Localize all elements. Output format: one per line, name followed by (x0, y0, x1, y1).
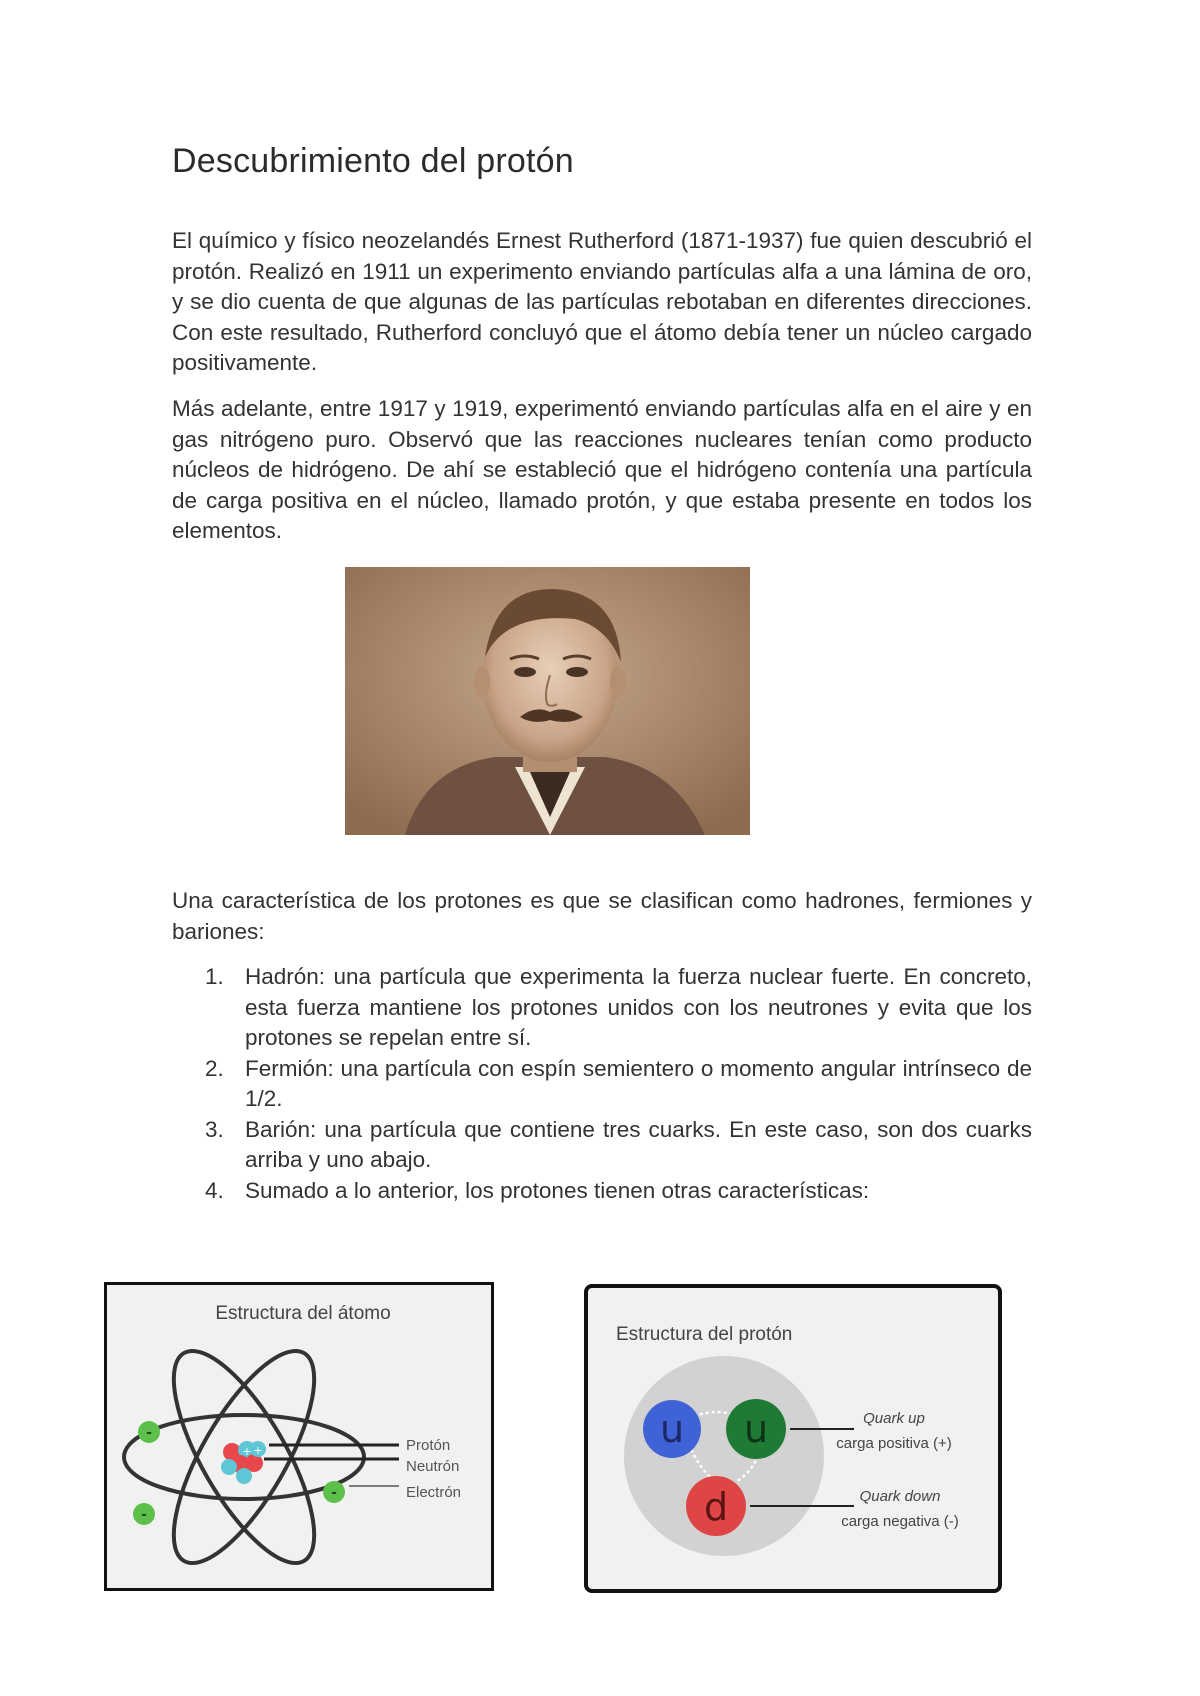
quark-up-charge: carga positiva (+) (836, 1435, 952, 1452)
svg-text:-: - (146, 1425, 152, 1441)
quark-up-label: Quark up (863, 1410, 925, 1427)
svg-text:u: u (743, 1407, 769, 1451)
svg-text:-: - (141, 1507, 147, 1523)
list-number: 2. (205, 1055, 224, 1081)
electron-label: Electrón (406, 1484, 462, 1501)
svg-text:-: - (331, 1485, 337, 1501)
rutherford-portrait-photo (345, 567, 750, 835)
list-text: Barión: una partícula que contiene tres cuarks. En este caso, son dos cuarks arriba y uno abajo. (245, 1116, 1032, 1172)
svg-text:+: + (242, 1445, 252, 1458)
paragraph-classification: Una característica de los protones es que se clasifican como hadrones, fermiones y bariones: (172, 888, 1032, 944)
list-item (172, 1176, 1032, 1207)
quark-down-charge: carga negativa (-) (841, 1513, 959, 1530)
svg-text:u: u (659, 1407, 685, 1451)
proton-figure-title: Estructura del protón (616, 1324, 793, 1345)
classification-list (172, 962, 1032, 1206)
quark-down-label: Quark down (859, 1488, 941, 1505)
page-title: Descubrimiento del protón (172, 142, 574, 180)
list-text: Hadrón: una partícula que experimenta la fuerza nuclear fuerte. En concreto, esta fuerza mantiene los protones unidos con los neutrones y evita que los protones se repelan entre sí. (245, 964, 1032, 1050)
proton-label: Protón (406, 1437, 451, 1454)
svg-text:d: d (703, 1485, 729, 1529)
list-text: Sumado a lo anterior, los protones tienen otras características: (245, 1177, 870, 1203)
list-item (172, 1054, 1032, 1115)
paragraph-discovery: El químico y físico neozelandés Ernest Rutherford (1871-1937) fue quien descubrió el protón. Realizó en 1911 un experimento enviando partículas alfa a una lámina de oro, y se dio cuenta de que algunas de las partículas rebotaban en diferentes direcciones. Con este resultado, Rutherford concluyó que el átomo debía tener un núcleo cargado positivamente. (172, 228, 1032, 375)
proton-structure-figure (584, 1284, 1002, 1593)
atom-structure-figure (104, 1282, 494, 1591)
list-number: 3. (205, 1116, 224, 1142)
list-number: 4. (205, 1177, 224, 1203)
svg-text:+: + (253, 1444, 263, 1457)
list-text: Fermión: una partícula con espín semientero o momento angular intrínseco de 1/2. (245, 1055, 1032, 1111)
neutron-label: Neutrón (406, 1458, 460, 1475)
list-item (172, 1115, 1032, 1176)
list-number: 1. (205, 964, 224, 989)
list-item (172, 962, 1032, 1054)
paragraph-experiment: Más adelante, entre 1917 y 1919, experimentó enviando partículas alfa en el aire y en gas nitrógeno puro. Observó que las reacciones nucleares tenían como producto núcleos de hidrógeno. De ahí se estableció que el hidrógeno contenía una partícula de carga positiva en el núcleo, llamado protón, y que estaba presente en todos los elementos. (172, 396, 1032, 543)
atom-figure-title: Estructura del átomo (215, 1303, 391, 1324)
